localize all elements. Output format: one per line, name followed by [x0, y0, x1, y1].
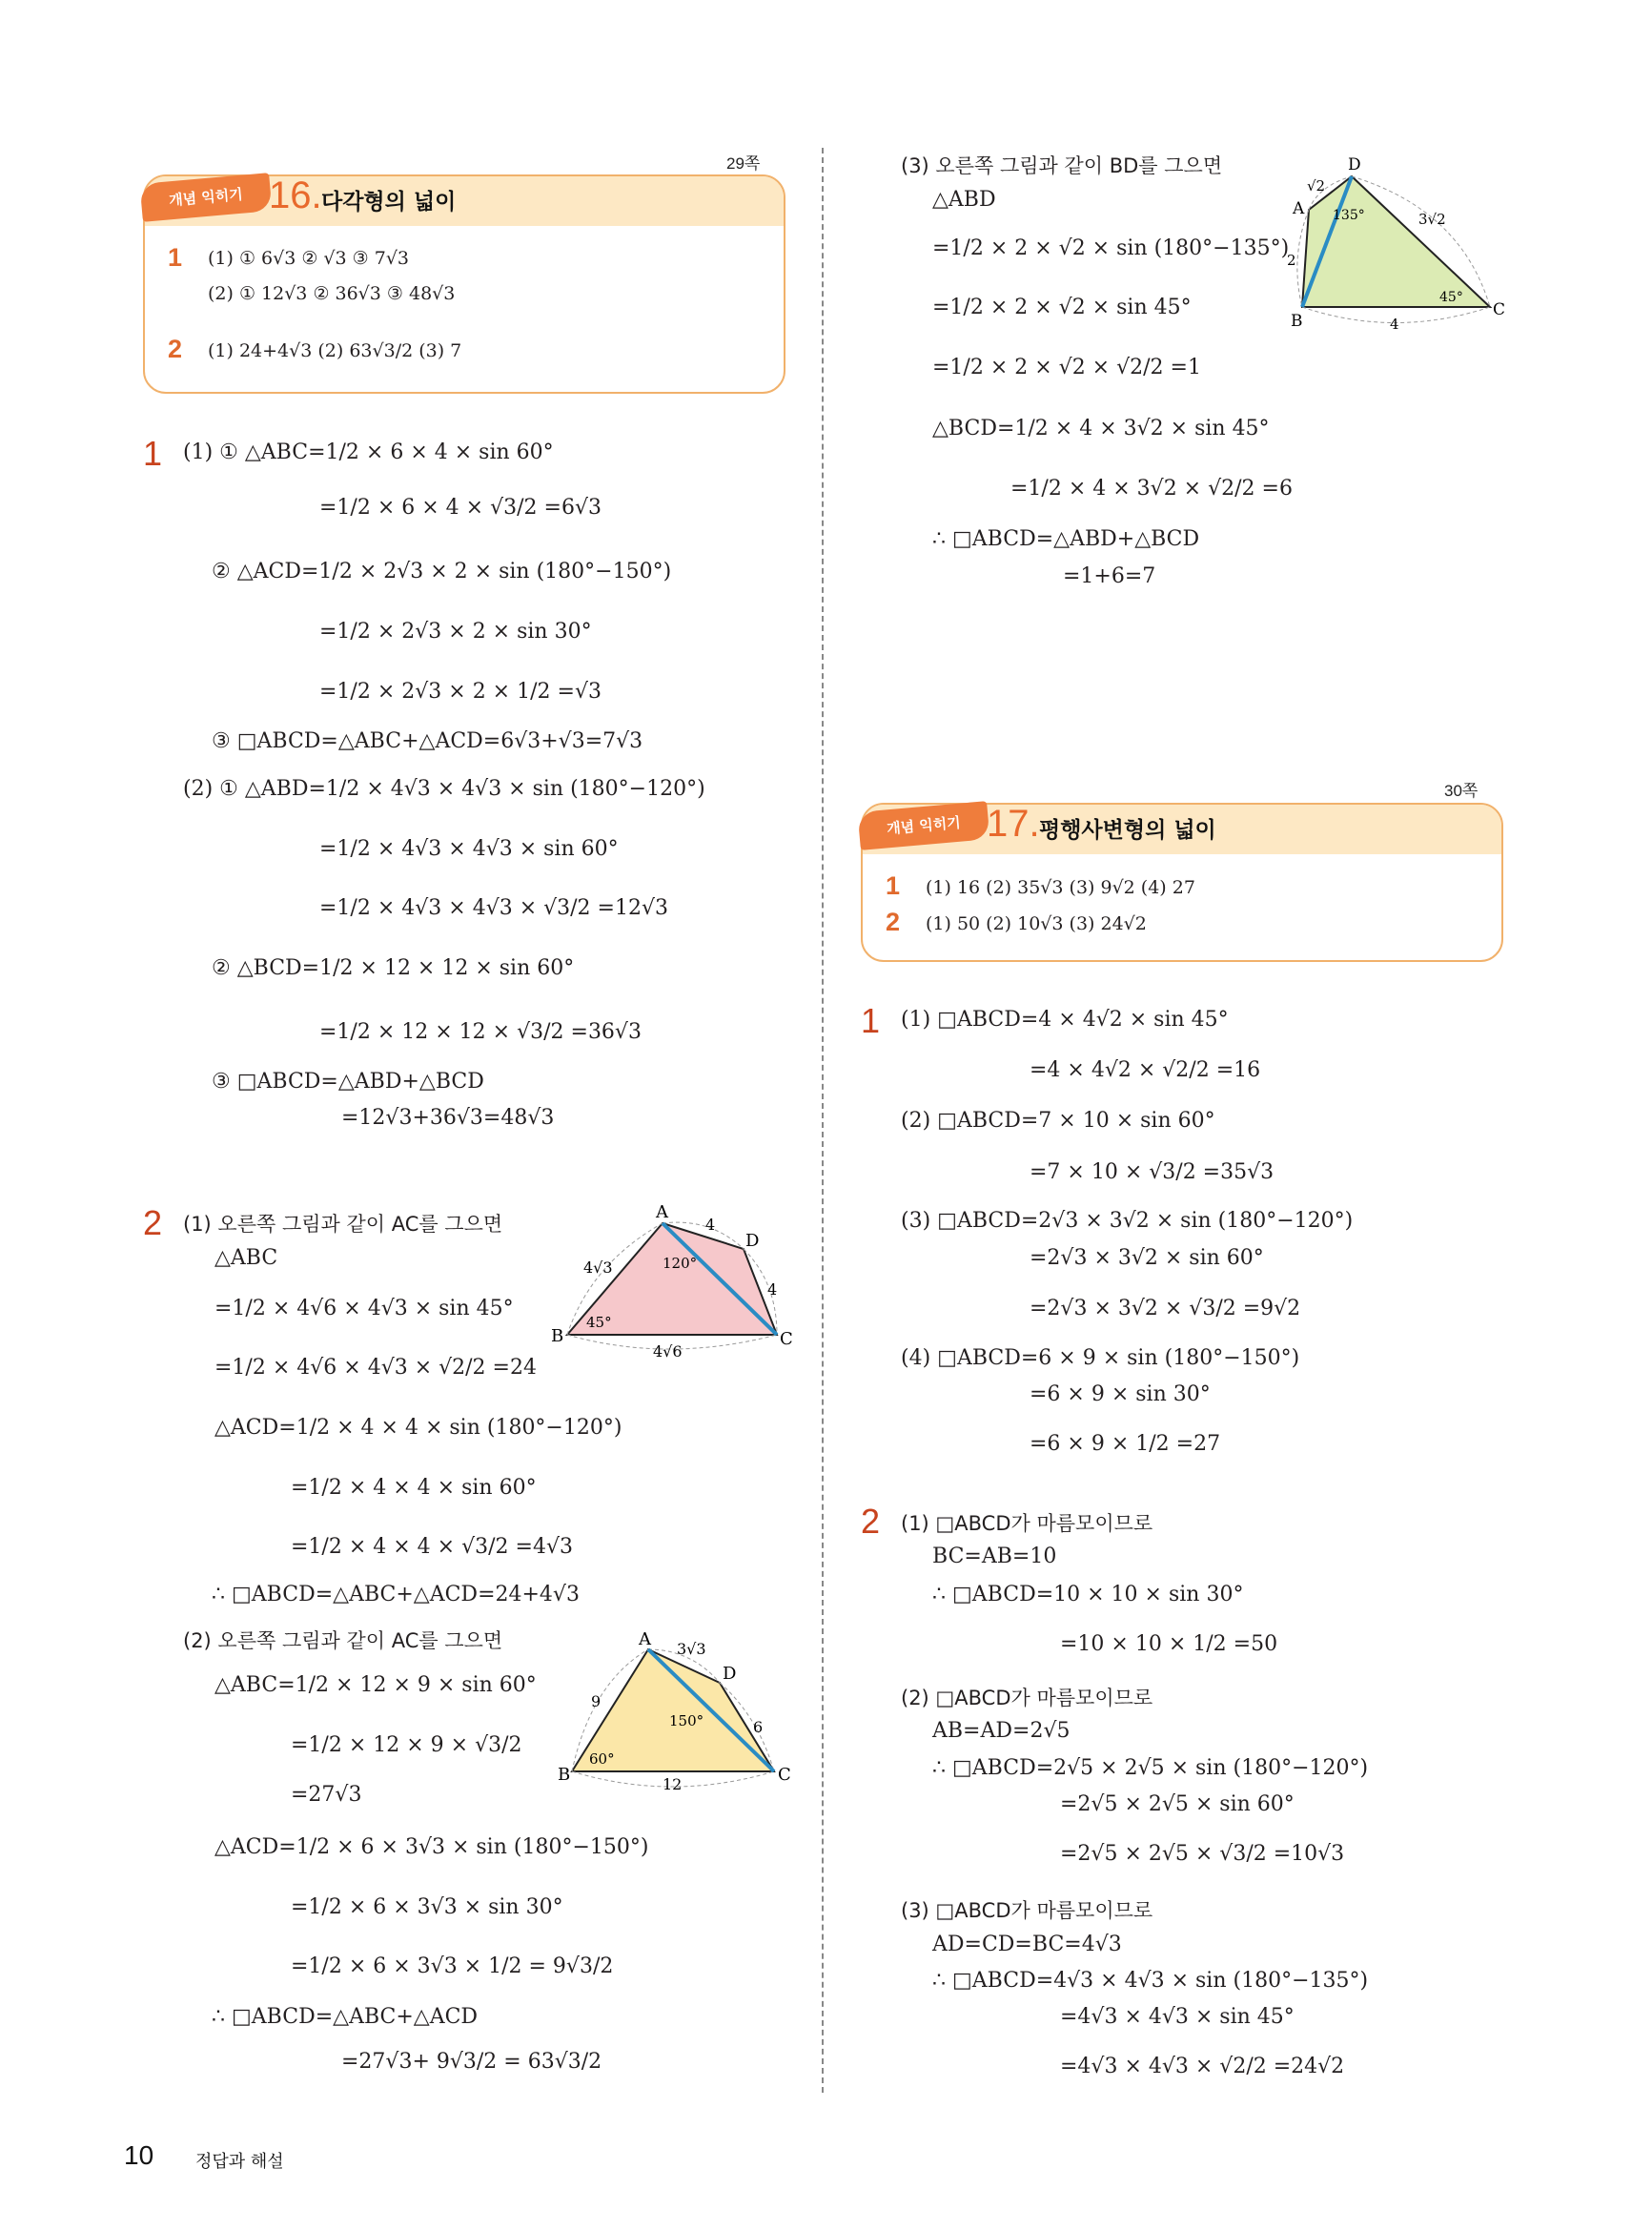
solution-line: =1/2 × 6 × 3√3 × 1/2 = 9√3/2 — [291, 1954, 614, 1978]
fig2-label-C: C — [778, 1765, 791, 1785]
solution-line: AD=CD=BC=4√3 — [932, 1933, 1122, 1956]
solution-line: =2√3 × 3√2 × sin 60° — [1030, 1246, 1264, 1270]
solution-line: AB=AD=2√5 — [932, 1719, 1071, 1743]
answer-label-1: 1 — [886, 871, 901, 900]
answer-label-1: 1 — [168, 243, 183, 272]
fig2-label-A: A — [639, 1629, 651, 1649]
solution-line: ∴ □ABCD=△ABC+△ACD — [212, 2005, 479, 2029]
solution-line: =1/2 × 4√3 × 4√3 × √3/2 =12√3 — [319, 896, 668, 920]
solution-line: △ABD — [932, 188, 996, 212]
solution-line: BC=AB=10 — [932, 1545, 1057, 1568]
solution-line: =2√5 × 2√5 × √3/2 =10√3 — [1060, 1842, 1345, 1866]
solution-line: =1/2 × 2 × √2 × sin (180°−135°) — [932, 236, 1290, 260]
fig3-label-C: C — [1493, 300, 1506, 319]
page-ref-29: 29쪽 — [726, 154, 761, 173]
solution-line: =6 × 9 × sin 30° — [1030, 1382, 1211, 1406]
solution-line: =12√3+36√3=48√3 — [341, 1106, 555, 1130]
fig1-label-D: D — [745, 1231, 760, 1251]
solution-line: =1/2 × 4 × 3√2 × √2/2 =6 — [1010, 477, 1293, 501]
concept-tag: 개념 익히기 — [858, 801, 990, 850]
fig3-side-BC: 4 — [1390, 316, 1399, 333]
fig2-side-CD: 6 — [753, 1718, 764, 1736]
solution-line: =1/2 × 2 × √2 × sin 45° — [932, 296, 1192, 319]
fig1-label-B: B — [551, 1326, 564, 1346]
fig1-side-BC: 4√6 — [653, 1342, 683, 1361]
solution-line: =7 × 10 × √3/2 =35√3 — [1030, 1160, 1275, 1184]
fig3-side-AB: 2 — [1287, 252, 1296, 269]
fig2-label-B: B — [558, 1765, 571, 1785]
section-title: 다각형의 넓이 — [321, 190, 457, 215]
solution-line: (1) ① △ABC=1/2 × 6 × 4 × sin 60° — [183, 440, 554, 464]
solution-line: ③ □ABCD=△ABD+△BCD — [212, 1070, 484, 1094]
solution-line: =1/2 × 4 × 4 × √3/2 =4√3 — [291, 1535, 573, 1559]
solution-line: =27√3+ 9√3/2 = 63√3/2 — [341, 2050, 602, 2074]
solution-line: =27√3 — [291, 1783, 362, 1807]
figure-quadrilateral-yellow — [553, 1626, 801, 1793]
solution-line: =10 × 10 × 1/2 =50 — [1060, 1632, 1278, 1656]
solution-line: =1/2 × 2√3 × 2 × sin 30° — [319, 620, 592, 644]
solution-line: ③ □ABCD=△ABC+△ACD=6√3+√3=7√3 — [212, 729, 643, 753]
solution-line: ∴ □ABCD=2√5 × 2√5 × sin (180°−120°) — [932, 1756, 1369, 1780]
solution-line: △ACD=1/2 × 4 × 4 × sin (180°−120°) — [214, 1416, 622, 1440]
solution-line: =2√5 × 2√5 × sin 60° — [1060, 1792, 1295, 1816]
fig1-label-C: C — [780, 1329, 793, 1349]
column-divider — [822, 148, 824, 2093]
page-ref-30: 30쪽 — [1444, 782, 1479, 800]
figure-quadrilateral-pink — [543, 1202, 801, 1361]
question-1-label: 1 — [143, 434, 163, 473]
concept-tag: 개념 익히기 — [140, 173, 273, 222]
solution-line: =1/2 × 6 × 4 × √3/2 =6√3 — [319, 496, 602, 520]
solution-line: ∴ □ABCD=△ABC+△ACD=24+4√3 — [212, 1583, 580, 1606]
section-number: 16. — [269, 174, 322, 216]
fig2-angle-B: 60° — [589, 1750, 615, 1768]
fig3-label-A: A — [1293, 199, 1305, 218]
question-2-label: 2 — [861, 1502, 881, 1541]
answer-label-2: 2 — [886, 908, 901, 936]
solution-line: (4) □ABCD=6 × 9 × sin (180°−150°) — [901, 1346, 1300, 1370]
solution-line: (3) □ABCD=2√3 × 3√2 × sin (180°−120°) — [901, 1209, 1354, 1233]
fig2-label-D: D — [723, 1664, 737, 1684]
fig3-angle-C: 45° — [1439, 290, 1463, 305]
fig3-side-CD: 3√2 — [1418, 211, 1446, 228]
answer-line: (1) 24+4√3 (2) 63√3/2 (3) 7 — [208, 340, 462, 361]
solution-line: =1/2 × 2√3 × 2 × 1/2 =√3 — [319, 680, 602, 704]
fig1-label-A: A — [656, 1202, 668, 1222]
solution-line: =1/2 × 4√3 × 4√3 × sin 60° — [319, 837, 619, 861]
solution-line: (1) □ABCD가 마름모이므로 — [901, 1512, 1153, 1535]
solution-line: =4 × 4√2 × √2/2 =16 — [1030, 1058, 1261, 1082]
solution-line: ∴ □ABCD=4√3 × 4√3 × sin (180°−135°) — [932, 1969, 1369, 1993]
solution-line: =1/2 × 4√6 × 4√3 × √2/2 =24 — [214, 1356, 537, 1380]
page-number: 10 — [124, 2140, 154, 2170]
solution-line: =1+6=7 — [1063, 564, 1156, 588]
solution-line: (2) □ABCD=7 × 10 × sin 60° — [901, 1109, 1215, 1133]
solution-line: △ABC — [214, 1246, 278, 1270]
solution-line: (2) ① △ABD=1/2 × 4√3 × 4√3 × sin (180°−120°) — [183, 777, 705, 801]
fig3-label-D: D — [1348, 155, 1361, 174]
solution-line: =1/2 × 2 × √2 × √2/2 =1 — [932, 356, 1201, 379]
fig3-side-AD: √2 — [1307, 177, 1326, 194]
concept-box-16 — [143, 174, 785, 394]
answer-line: (1) ① 6√3 ② √3 ③ 7√3 — [208, 248, 410, 269]
fig2-side-BC: 12 — [663, 1775, 683, 1793]
solution-line: =1/2 × 6 × 3√3 × sin 30° — [291, 1895, 563, 1919]
question-2-label: 2 — [143, 1203, 163, 1242]
solution-line: (1) □ABCD=4 × 4√2 × sin 45° — [901, 1008, 1229, 1032]
solution-line: =1/2 × 12 × 12 × √3/2 =36√3 — [319, 1020, 642, 1044]
question-1-label: 1 — [861, 1001, 881, 1040]
solution-line: =1/2 × 4 × 4 × sin 60° — [291, 1476, 537, 1500]
solution-line: ∴ □ABCD=10 × 10 × sin 30° — [932, 1583, 1244, 1606]
solution-line: =4√3 × 4√3 × √2/2 =24√2 — [1060, 2055, 1345, 2078]
answer-label-2: 2 — [168, 335, 183, 363]
fig1-side-AD: 4 — [705, 1216, 716, 1234]
fig1-angle-A: 120° — [663, 1255, 698, 1272]
solution-line: =1/2 × 12 × 9 × √3/2 — [291, 1733, 522, 1757]
solution-line: (3) 오른쪽 그림과 같이 BD를 그으면 — [901, 154, 1223, 177]
answer-line: (1) 16 (2) 35√3 (3) 9√2 (4) 27 — [926, 877, 1195, 898]
solution-line: ∴ □ABCD=△ABD+△BCD — [932, 527, 1200, 551]
section-number: 17. — [987, 803, 1040, 845]
fig1-side-CD: 4 — [767, 1280, 778, 1299]
footer-label: 정답과 해설 — [195, 2152, 284, 2172]
fig1-angle-B: 45° — [586, 1314, 612, 1331]
solution-line: (1) 오른쪽 그림과 같이 AC를 그으면 — [183, 1213, 503, 1236]
solution-line: △BCD=1/2 × 4 × 3√2 × sin 45° — [932, 417, 1270, 440]
solution-line: (2) □ABCD가 마름모이므로 — [901, 1687, 1153, 1709]
solution-line: (3) □ABCD가 마름모이므로 — [901, 1899, 1153, 1922]
solution-line: =6 × 9 × 1/2 =27 — [1030, 1432, 1221, 1456]
solution-line: =4√3 × 4√3 × sin 45° — [1060, 2005, 1295, 2029]
solution-line: △ABC=1/2 × 12 × 9 × sin 60° — [214, 1673, 537, 1697]
fig1-side-AB: 4√3 — [583, 1258, 613, 1277]
solution-line: (2) 오른쪽 그림과 같이 AC를 그으면 — [183, 1629, 503, 1652]
concept-box-17 — [861, 803, 1503, 962]
figure-quadrilateral-green — [1275, 153, 1504, 334]
fig2-angle-D: 150° — [669, 1712, 704, 1729]
answer-line: (2) ① 12√3 ② 36√3 ③ 48√3 — [208, 283, 456, 304]
fig3-label-B: B — [1291, 312, 1303, 331]
fig3-angle-A: 135° — [1333, 208, 1365, 223]
solution-line: ② △ACD=1/2 × 2√3 × 2 × sin (180°−150°) — [212, 560, 672, 583]
answer-line: (1) 50 (2) 10√3 (3) 24√2 — [926, 913, 1147, 934]
solution-line: =2√3 × 3√2 × √3/2 =9√2 — [1030, 1297, 1301, 1320]
solution-line: △ACD=1/2 × 6 × 3√3 × sin (180°−150°) — [214, 1835, 649, 1859]
fig2-side-AB: 9 — [591, 1692, 602, 1710]
solution-line: =1/2 × 4√6 × 4√3 × sin 45° — [214, 1297, 514, 1320]
fig2-side-AD: 3√3 — [677, 1640, 706, 1658]
section-title: 평행사변형의 넓이 — [1039, 818, 1216, 843]
solution-line: ② △BCD=1/2 × 12 × 12 × sin 60° — [212, 956, 575, 980]
